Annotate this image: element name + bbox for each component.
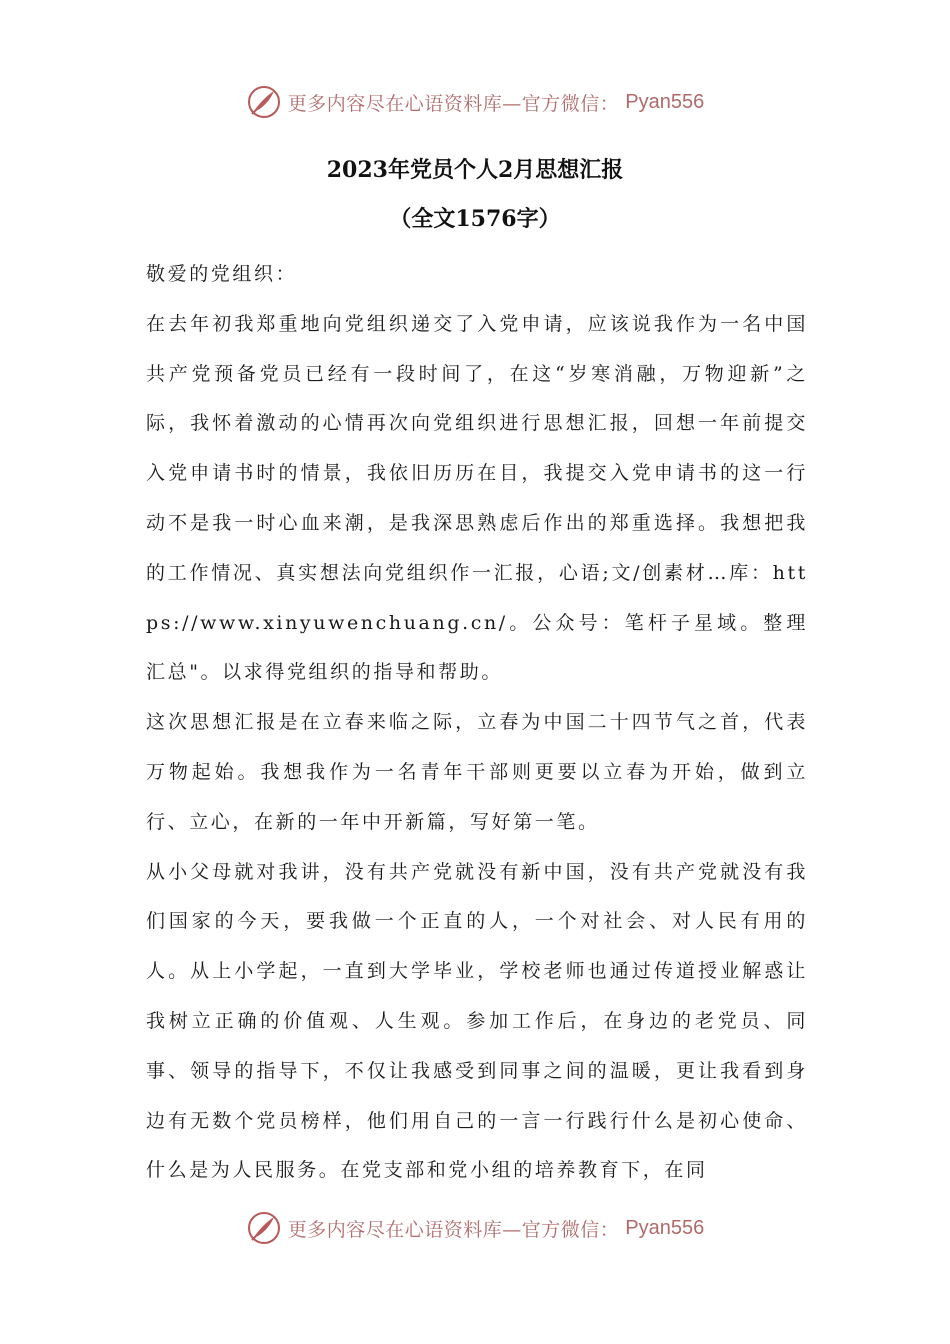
salutation: 敬爱的党组织： <box>146 263 298 285</box>
quill-logo-icon <box>246 1210 282 1246</box>
quill-logo-icon <box>246 84 282 120</box>
banner-text: 更多内容尽在心语资料库—官方微信： <box>287 1218 620 1241</box>
wechat-id: Pyan556 <box>625 1216 705 1239</box>
word-count-subtitle: （全文1576字） <box>389 206 561 232</box>
paragraph: 从小父母就对我讲，没有共产党就没有新中国，没有共产党就没有我们国家的今天，要我做一个正直的人，一个对社会、对人民有用的人。从上小学起，一直到大学毕业，学校老师也通过传道授业解惑让我树立正确的价值观、人生观。参加工作后，在身边的老党员、同事、领导的指导下，不仅让我感受到同事之间的温暖，更让我看到身边有无数个党员榜样，他们用自己的一言一行践行什么是初心使命、什么是为人民服务。在党支部和党小组的培养教育下，在同 <box>146 860 808 1182</box>
document-title: 2023年党员个人2月思想汇报 <box>326 157 624 183</box>
paragraph: 这次思想汇报是在立春来临之际，立春为中国二十四节气之首，代表万物起始。我想我作为一名青年干部则更要以立春为开始，做到立行、立心，在新的一年中开新篇，写好第一笔。 <box>146 711 808 833</box>
footer-watermark-banner <box>0 1206 950 1250</box>
paragraph: 在去年初我郑重地向党组织递交了入党申请，应该说我作为一名中国共产党预备党员已经有一段时间了，在这“岁寒消融，万物迎新”之际，我怀着激动的心情再次向党组织进行思想汇报，回想一年前提交入党申请书时的情景，我依旧历历在目，我提交入党申请书的这一行动不是我一时心血来潮，是我深思熟虑后作出的郑重选择。我想把我的工作情况、真实想法向党组织作一汇报，心语;文/创素材…库：https://www.xinyuwenchuang.cn/。公众号：笔杆子星域。整理汇总"。以求得党组织的指导和帮助。 <box>146 312 808 684</box>
document-body <box>146 250 808 1196</box>
header-watermark-banner <box>0 80 950 124</box>
banner-text: 更多内容尽在心语资料库—官方微信： <box>287 92 620 115</box>
wechat-id: Pyan556 <box>625 90 705 113</box>
